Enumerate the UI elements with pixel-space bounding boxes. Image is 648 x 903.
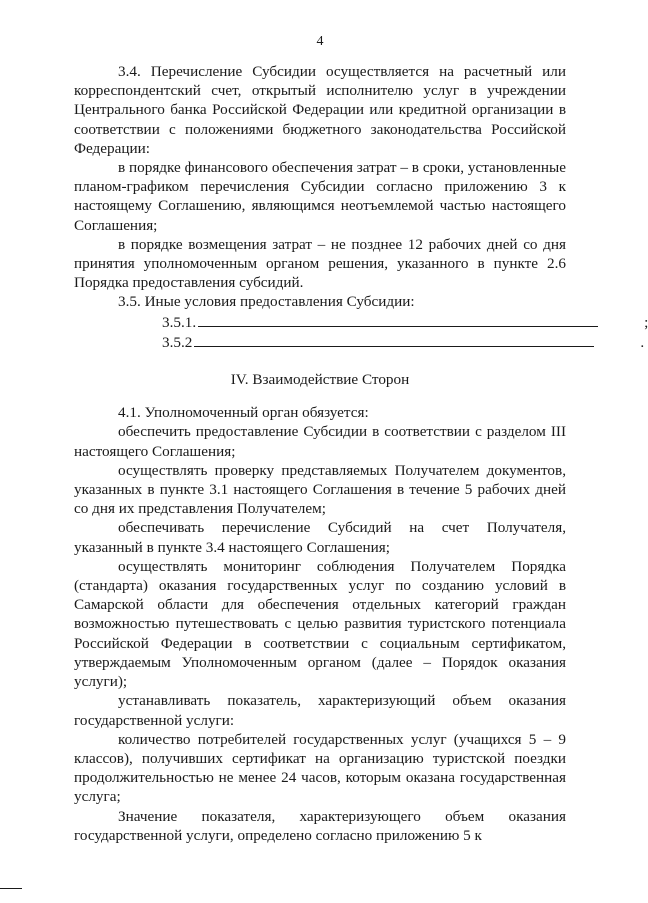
paragraph-monitoring: осуществлять мониторинг соблюдения Получателем Порядка (стандарта) оказания государственных услуг по созданию условий в Самарской области для обеспечения отдельных категорий граждан возможностью путешествовать с целью развития туристского потенциала Российской Федерации в соответствии с социальным сертификатом, утверждаемым Уполномоченным органом (далее – Порядок оказания услуги); (74, 557, 566, 691)
paragraph-financing-order: в порядке финансового обеспечения затрат – в сроки, установленные планом-графиком перечисления Субсидии согласно приложению 3 к настоящему Соглашению, являющимся неотъемлемой частью настоящего Соглашения; (74, 159, 566, 234)
blank-item-3-5-1 (74, 312, 648, 332)
document-body (74, 62, 648, 845)
blank-item-punctuation: ; (644, 313, 648, 331)
blank-item-punctuation: . (640, 333, 645, 351)
fill-in-line (198, 312, 598, 327)
paragraph-indicator-value: Значение показателя, характеризующего объем оказания государственной услуги, определено согласно приложению 5 к (74, 807, 566, 844)
paragraph-reimbursement-order: в порядке возмещения затрат – не позднее 12 рабочих дней со дня принятия уполномоченным органом решения, указанного в пункте 2.6 Порядка предоставления субсидий. (74, 235, 566, 292)
section-title-iv: IV. Взаимодействие Сторон (230, 371, 410, 389)
blank-item-3-5-2 (74, 332, 645, 352)
paragraph-check-documents: осуществлять проверку представляемых Получателем документов, указанных в пункте 3.1 настоящего Соглашения в течение 5 рабочих дней со дня их представления Получателем; (74, 461, 566, 518)
page-number: 4 (316, 34, 324, 49)
paragraph-consumers-count: количество потребителей государственных услуг (учащихся 5 – 9 классов), получивших сертификат на организацию туристской поездки продолжительностью не менее 24 часов, которым оказана государственная услуга; (74, 730, 566, 806)
fill-in-line (194, 332, 594, 347)
paragraph-transfer-subsidy: обеспечивать перечисление Субсидий на счет Получателя, указанный в пункте 3.4 настоящего Соглашения; (74, 519, 566, 556)
blank-item-number: 3.5.2 (162, 333, 193, 351)
paragraph-3-5: 3.5. Иные условия предоставления Субсидии: (118, 293, 415, 311)
paragraph-ensure-subsidy: обеспечить предоставление Субсидии в соответствии с разделом III настоящего Соглашения; (74, 423, 566, 460)
paragraph-set-indicator: устанавливать показатель, характеризующий объем оказания государственной услуги: (74, 692, 566, 729)
paragraph-4-1: 4.1. Уполномоченный орган обязуется: (118, 404, 369, 422)
paragraph-3-4: 3.4. Перечисление Субсидии осуществляется на расчетный или корреспондентский счет, открытый исполнителю услуг в учреждении Центрального банка Российской Федерации или кредитной организации в соответствии с положениями бюджетного законодательства Российской Федерации: (74, 63, 566, 157)
page-edge-mark (0, 888, 22, 889)
blank-item-number: 3.5.1. (162, 313, 197, 331)
